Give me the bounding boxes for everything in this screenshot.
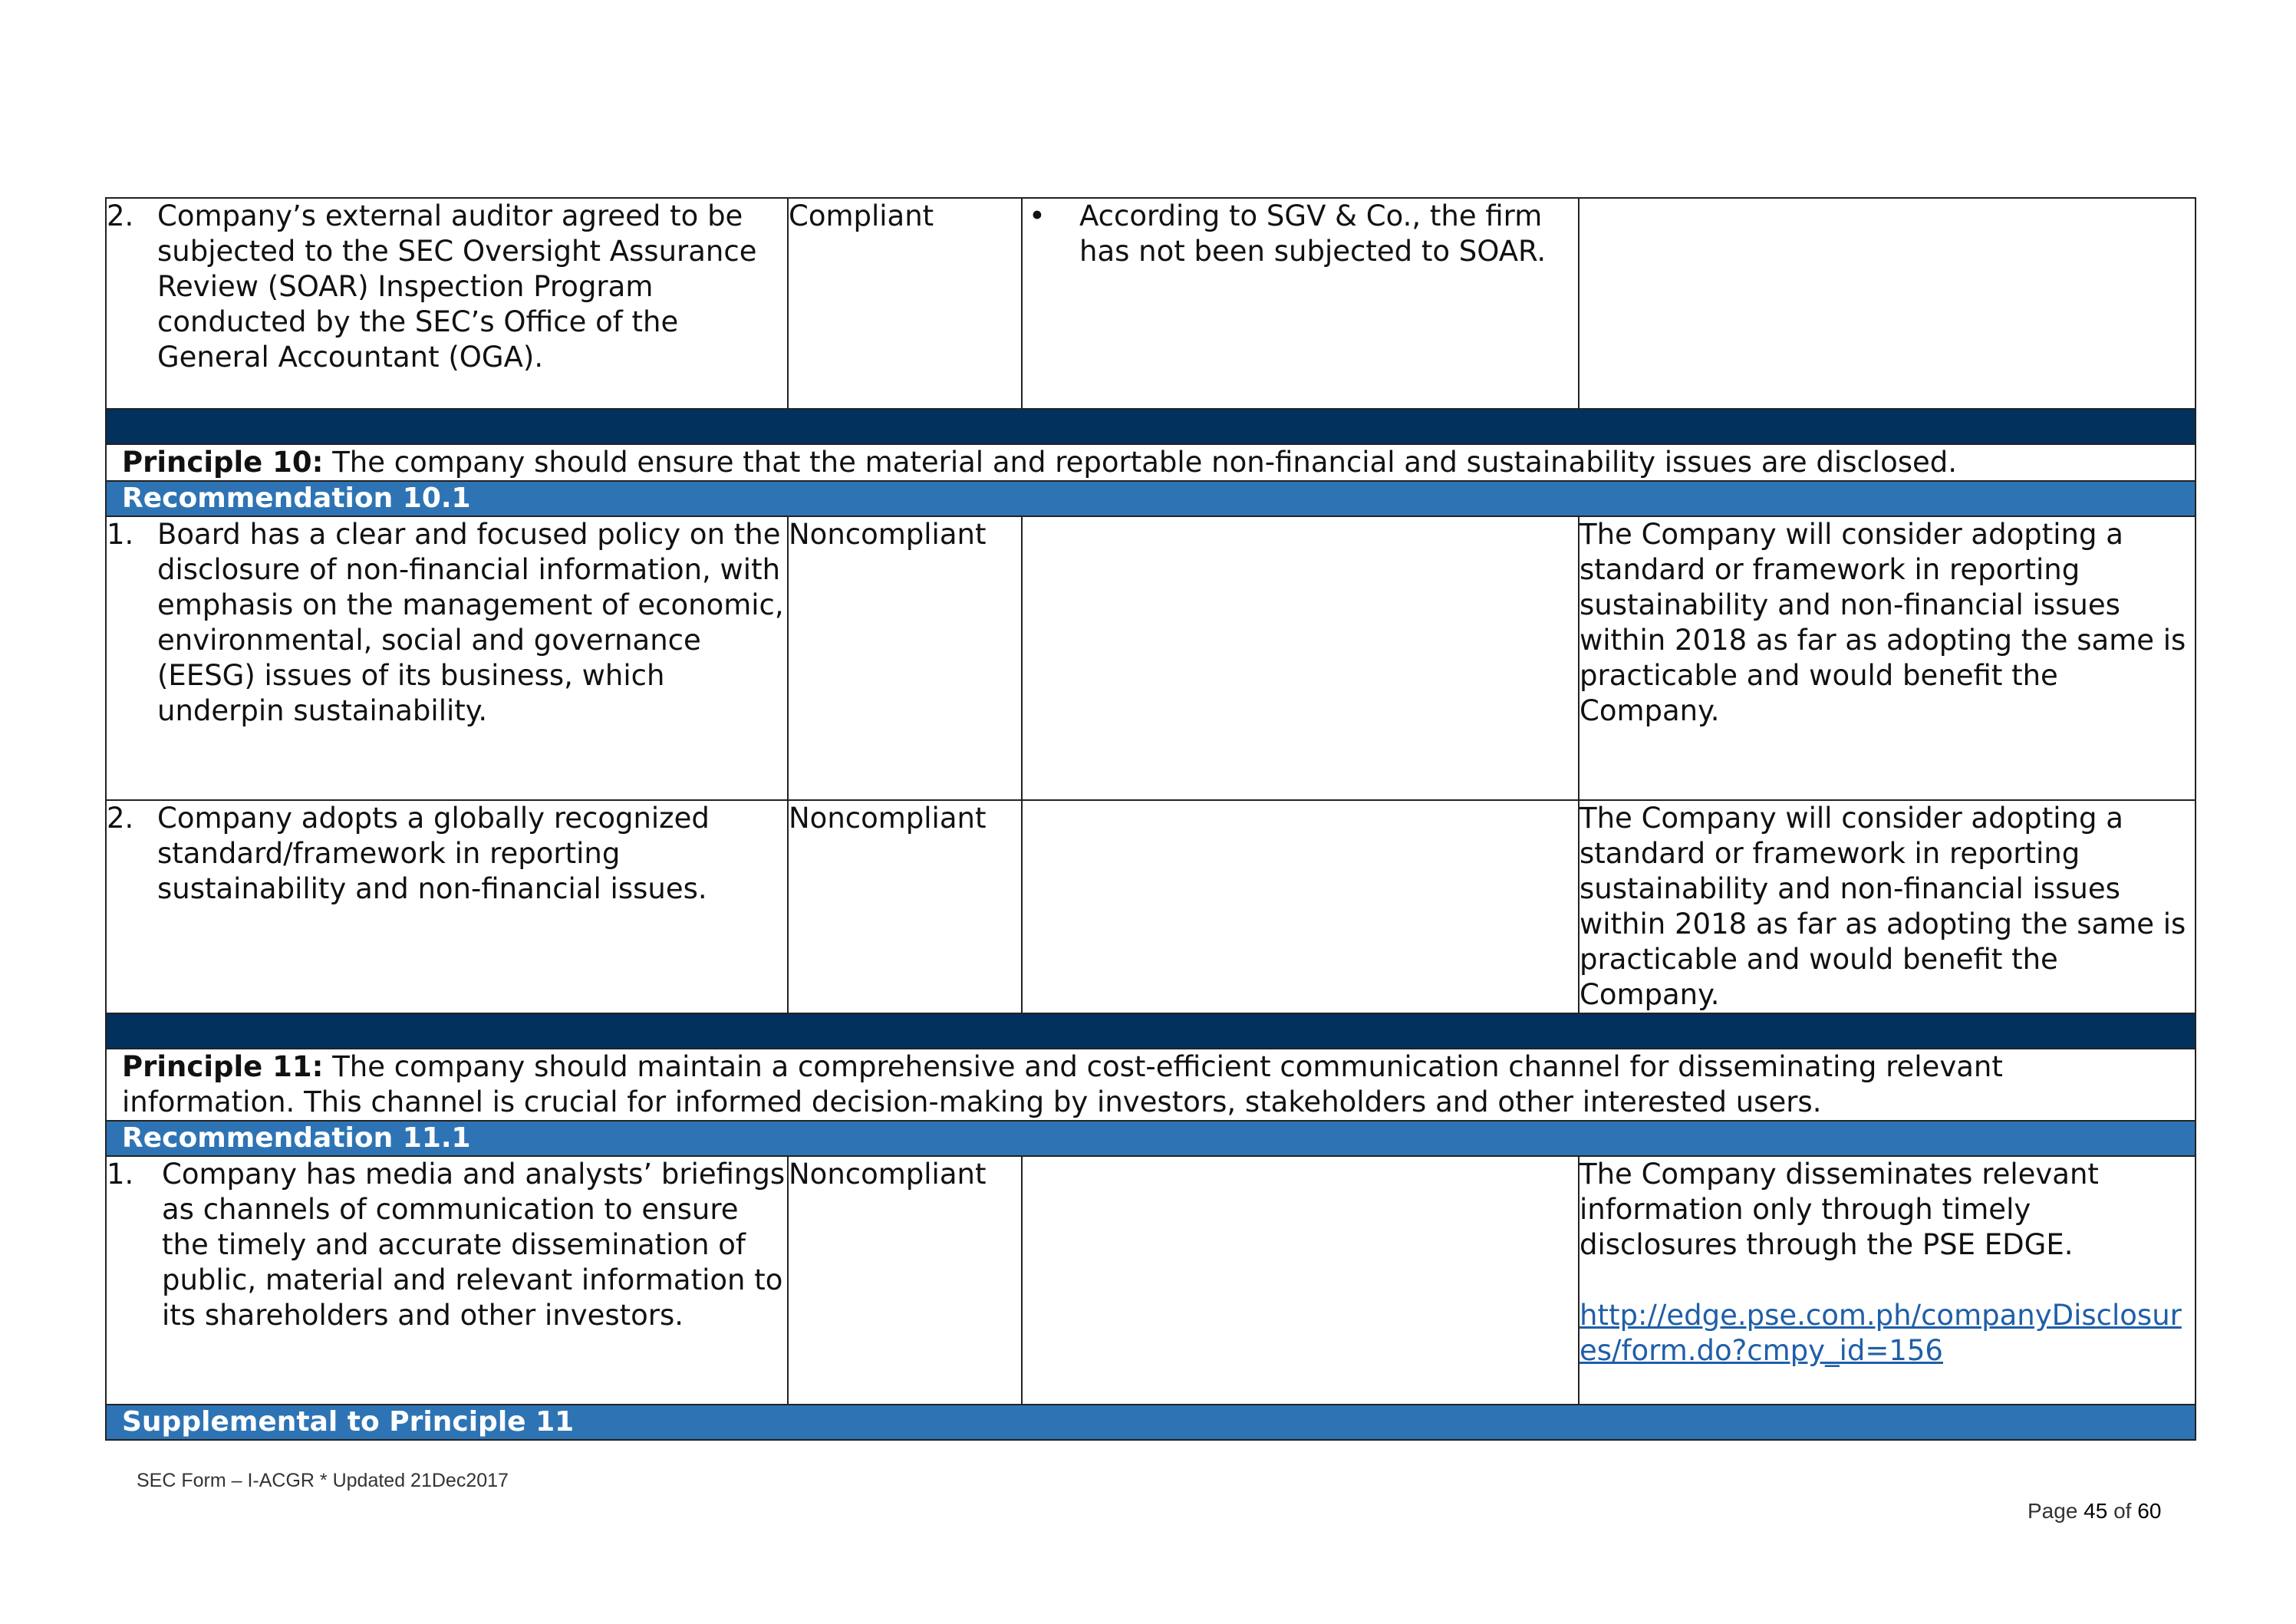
page-word: Page <box>2028 1499 2084 1523</box>
details-text: According to SGV & Co., the firm has not been subjected to SOAR. <box>1079 199 1547 268</box>
item-number: 1. <box>107 1158 134 1191</box>
explanation-cell: The Company will consider adopting a standard or framework in reporting sustainability and non-financial issues within 2018 as far as adopting the same is practicable and would benefit the Company. <box>1579 516 2196 800</box>
table-row <box>106 516 2196 800</box>
page-total: 60 <box>2137 1499 2162 1523</box>
details-cell <box>1022 198 1579 409</box>
principle-cell <box>106 1049 2196 1121</box>
table-row <box>106 198 2196 409</box>
status-cell: Noncompliant <box>788 516 1022 800</box>
pse-edge-link[interactable]: http://edge.pse.com.ph/companyDisclosures/form.do?cmpy_id=156 <box>1580 1299 2182 1367</box>
form-footer: SEC Form – I-ACGR * Updated 21Dec2017 <box>137 1470 509 1491</box>
recommendation-cell <box>106 516 788 800</box>
details-cell <box>1022 800 1579 1013</box>
principle-row <box>106 1049 2196 1121</box>
explanation-cell <box>1579 1156 2196 1405</box>
item-text: Company’s external auditor agreed to be subjected to the SEC Oversight Assurance Review (SOAR) Inspection Program conducted by the SEC’s Office of the General Accountant (OGA). <box>157 199 757 374</box>
bullet-icon: • <box>1029 199 1046 232</box>
status-cell: Compliant <box>788 198 1022 409</box>
principle-label: Principle 11: <box>122 1050 324 1083</box>
recommendation-title: Recommendation 11.1 <box>106 1121 2196 1156</box>
principle-cell <box>106 444 2196 481</box>
compliance-table <box>105 197 2196 1441</box>
acgr-page <box>105 197 2195 1441</box>
supplemental-title: Supplemental to Principle 11 <box>106 1405 2196 1440</box>
recommendation-cell <box>106 198 788 409</box>
item-number: 2. <box>107 802 134 835</box>
item-text: Company adopts a globally recognized standard/framework in reporting sustainability and non-financial issues. <box>157 802 710 905</box>
item-text: Board has a clear and focused policy on the disclosure of non-financial information, with emphasis on the management of economic, environmental, social and governance (EESG) issues of its business, which underpin sustainability. <box>157 518 784 727</box>
recommendation-header <box>106 481 2196 516</box>
explanation-cell: The Company will consider adopting a standard or framework in reporting sustainability and non-financial issues within 2018 as far as adopting the same is practicable and would benefit the Company. <box>1579 800 2196 1013</box>
section-divider <box>106 409 2196 444</box>
recommendation-title: Recommendation 10.1 <box>106 481 2196 516</box>
item-number: 1. <box>107 518 134 551</box>
status-cell: Noncompliant <box>788 1156 1022 1405</box>
principle-label: Principle 10: <box>122 446 324 479</box>
item-text: Company has media and analysts’ briefings as channels of communication to ensure the timely and accurate dissemination of public, material and relevant information to its shareholders and other investors. <box>162 1158 786 1332</box>
explanation-text: The Company disseminates relevant information only through timely disclosures through the PSE EDGE. <box>1580 1158 2099 1261</box>
explanation-cell <box>1579 198 2196 409</box>
page-current: 45 <box>2084 1499 2108 1523</box>
section-divider <box>106 1013 2196 1049</box>
recommendation-cell <box>106 800 788 1013</box>
page-number <box>2028 1499 2161 1524</box>
principle-row <box>106 444 2196 481</box>
principle-text: The company should ensure that the material and reportable non-financial and sustainability issues are disclosed. <box>323 446 1958 479</box>
table-row <box>106 800 2196 1013</box>
details-cell <box>1022 516 1579 800</box>
recommendation-header <box>106 1121 2196 1156</box>
table-row <box>106 1156 2196 1405</box>
page-of: of <box>2107 1499 2138 1523</box>
principle-text: The company should maintain a comprehensive and cost-efficient communication channel for disseminating relevant information. This channel is crucial for informed decision-making by investors, stakeholders and other interested users. <box>122 1050 2003 1118</box>
recommendation-cell <box>106 1156 788 1405</box>
item-number: 2. <box>107 199 134 232</box>
supplemental-header <box>106 1405 2196 1440</box>
details-cell <box>1022 1156 1579 1405</box>
status-cell: Noncompliant <box>788 800 1022 1013</box>
